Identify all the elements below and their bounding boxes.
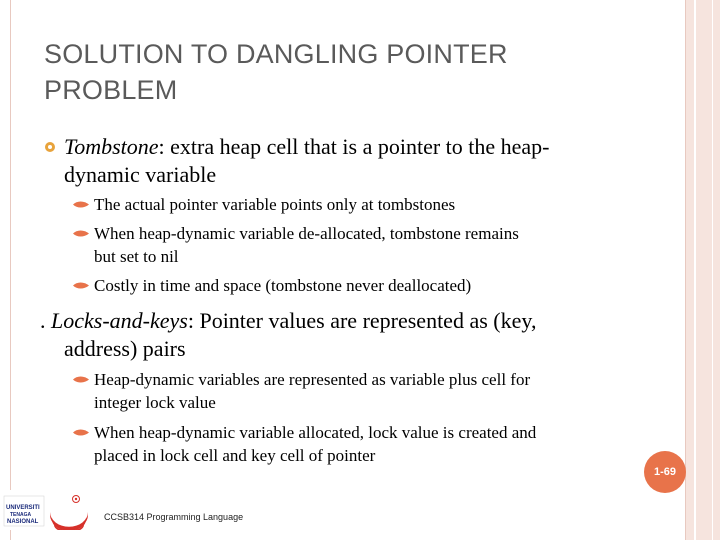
decorative-band [686, 0, 720, 540]
leaf-bullet-icon [72, 229, 90, 238]
page-number: 1-69 [653, 466, 677, 478]
leaf-bullet-icon [72, 281, 90, 290]
tombstone-subpoint: but set to nil [94, 247, 179, 266]
tombstone-line [64, 134, 550, 160]
footer-course: CCSB314 Programming Language [104, 512, 244, 522]
tombstone-subpoint: When heap-dynamic variable de-allocated, tombstone remains [94, 224, 519, 243]
title-line: PROBLEM [44, 75, 178, 105]
locks-term: Locks-and-keys [51, 308, 188, 333]
leaf-bullet-icon [72, 428, 90, 437]
locks-subpoint: Heap-dynamic variables are represented as variable plus cell for [94, 370, 531, 389]
page-number-badge [644, 451, 686, 493]
title-line: SOLUTION TO DANGLING POINTER [44, 39, 508, 69]
gear-bullet-icon [44, 141, 56, 153]
band-divider [694, 0, 696, 540]
tombstone-line: dynamic variable [64, 162, 217, 187]
leaf-bullet-icon [72, 375, 90, 384]
tombstone-definition: : extra heap cell that is a pointer to the heap- [158, 134, 550, 159]
university-logo [2, 490, 92, 530]
leaf-bullet-icon [72, 200, 90, 209]
svg-text:UNIVERSITI: UNIVERSITI [6, 505, 40, 511]
locks-subpoint: integer lock value [94, 393, 216, 412]
svg-text:TENAGA: TENAGA [10, 512, 32, 518]
locks-definition: : Pointer values are represented as (key, [187, 308, 537, 333]
locks-line: address) pairs [64, 336, 186, 361]
tombstone-term: Tombstone [64, 134, 159, 159]
band-divider [712, 0, 713, 540]
locks-prefix: . [40, 308, 51, 333]
tombstone-subpoint: The actual pointer variable points only at tombstones [94, 195, 456, 214]
locks-subpoint: placed in lock cell and key cell of pointer [94, 446, 376, 465]
svg-text:NASIONAL: NASIONAL [7, 519, 39, 525]
locks-subpoint: When heap-dynamic variable allocated, lock value is created and [94, 423, 537, 442]
tombstone-subpoint: Costly in time and space (tombstone never deallocated) [94, 276, 472, 295]
locks-line [40, 308, 536, 334]
slide-title [44, 36, 644, 108]
